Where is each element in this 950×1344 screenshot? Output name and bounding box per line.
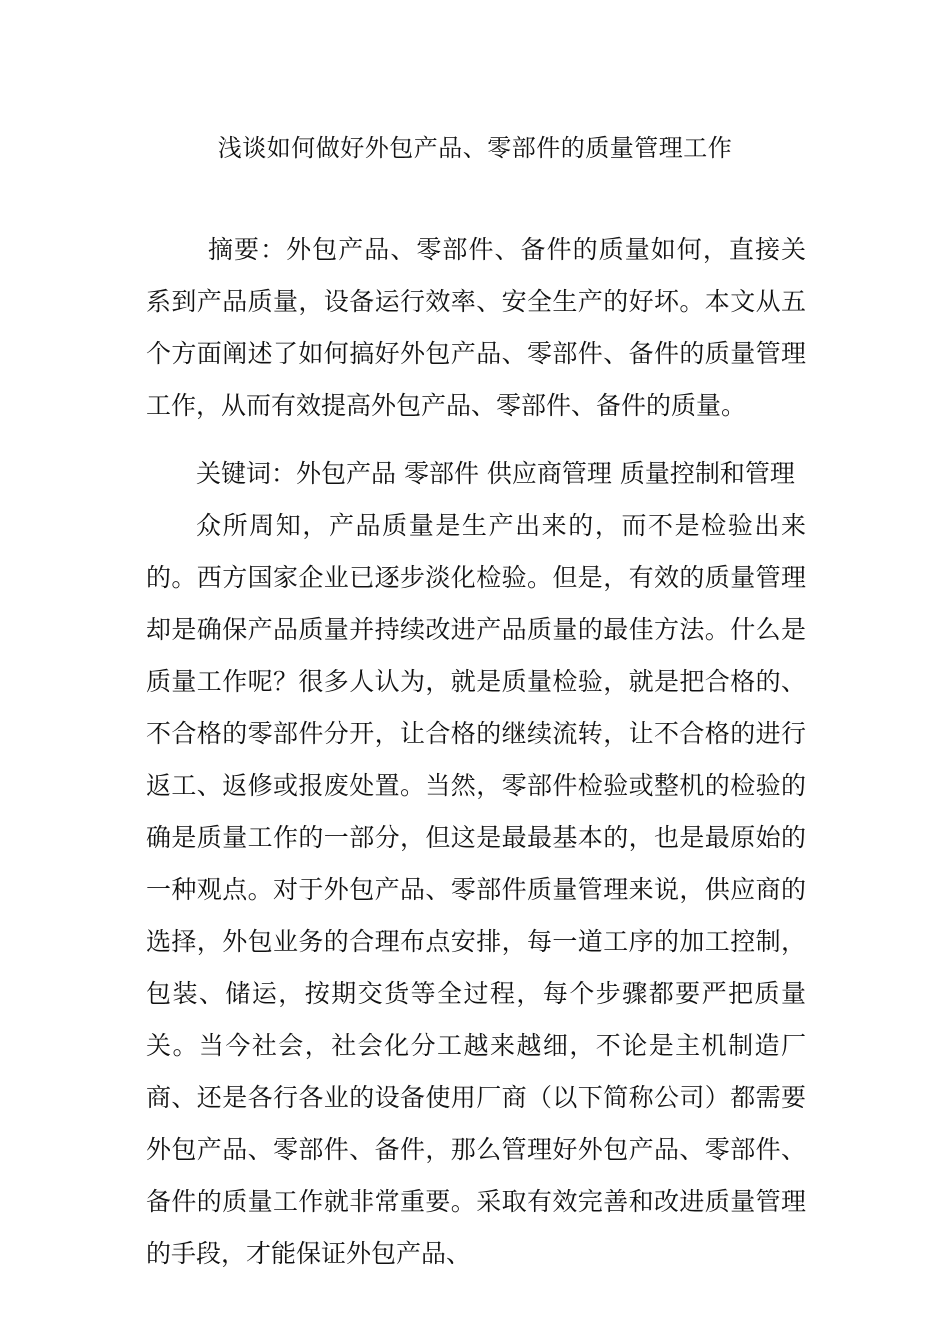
body-paragraph: 众所周知，产品质量是生产出来的，而不是检验出来的。西方国家企业已逐步淡化检验。但是，有效的质量管理却是确保产品质量并持续改进产品质量的最佳方法。什么是质量工作呢？很多人认为，就是质量检验，就是把合格的、不合格的零部件分开，让合格的继续流转，让不合格的进行返工、返修或报废处置。当然，零部件检验或整机的检验的确是质量工作的一部分，但这是最最基本的，也是最原始的一种观点。对于外包产品、零部件质量管理来说，供应商的选择，外包业务的合理布点安排，每一道工序的加工控制，包装、储运，按期交货等全过程，每个步骤都要严把质量关。当今社会，社会化分工越来越细，不论是主机制造厂商、还是各行各业的设备使用厂商（以下简称公司）都需要外包产品、零部件、备件，那么管理好外包产品、零部件、备件的质量工作就非常重要。采取有效完善和改进质量管理的手段，才能保证外包产品、 bbox=[146, 511, 806, 1268]
abstract-paragraph: 摘要：外包产品、零部件、备件的质量如何，直接关系到产品质量，设备运行效率、安全生产的好坏。本文从五个方面阐述了如何搞好外包产品、零部件、备件的质量管理工作，从而有效提高外包产品、零部件、备件的质量。 bbox=[146, 235, 806, 420]
document-title: 浅谈如何做好外包产品、零部件的质量管理工作 bbox=[217, 134, 733, 162]
keywords-paragraph: 关键词：外包产品 零部件 供应商管理 质量控制和管理 bbox=[196, 459, 795, 488]
